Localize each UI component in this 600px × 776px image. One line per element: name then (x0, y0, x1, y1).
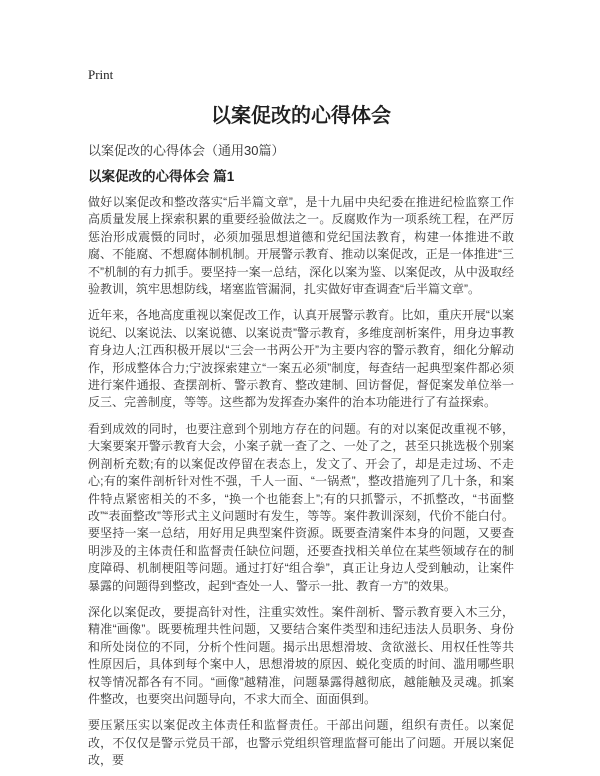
article-paragraph: 深化以案促改，要提高针对性，注重实效性。案件剖析、警示教育要入木三分，精准“画像”。既要梳理共性问题，又要结合案件类型和违纪违法人员职务、身份和所处岗位的不同，分析个性问题。揭示出思想滑坡、贪欲滋长、用权任性等共性原因后，具体到每个案中人，思想滑坡的原因、蜕化变质的时间、滥用哪些职权等情况都各有不同。“画像”越精准，问题暴露得越彻底，越能触及灵魂。抓案件整改，也要突出问题导向，不求大而全、面面俱到。 (88, 604, 514, 706)
article-paragraph: 近年来，各地高度重视以案促改工作，认真开展警示教育。比如，重庆开展“以案说纪、以案说法、以案说德、以案说责”警示教育，多维度剖析案件，用身边事教育身边人;江西积极开展以“三会一书两公开”为主要内容的警示教育，细化分解动作，形成整体合力;宁波探索建立“一案五必须”制度，每查结一起典型案件都必须进行案件通报、查摆剖析、警示教育、整改建制、回访督促，督促案发单位举一反三、完善制度，等等。这些都为发挥查办案件的治本功能进行了有益探索。 (88, 308, 514, 410)
article-paragraph: 要压紧压实以案促改主体责任和监督责任。干部出问题，组织有责任。以案促改，不仅仅是警示党员干部，也警示党组织管理监督可能出了问题。开展以案促改，要 (88, 718, 514, 768)
page-title: 以案促改的心得体会 (211, 105, 391, 127)
article-subtitle: 以案促改的心得体会（通用30篇） (88, 143, 285, 158)
article-body (88, 194, 514, 770)
article-paragraph: 做好以案促改和整改落实“后半篇文章”，是十九届中央纪委在推进纪检监察工作高质量发展上探索积累的重要经验做法之一。反腐败作为一项系统工程，在严厉惩治形成震慑的同时，必须加强思想道德和党纪国法教育，构建一体推进不敢腐、不能腐、不想腐体制机制。开展警示教育、推动以案促改，正是一体推进“三不”机制的有力抓手。要坚持一案一总结，深化以案为鉴、以案促改，从中汲取经验教训，筑牢思想防线，堵塞监管漏洞，扎实做好审查调查“后半篇文章”。 (88, 195, 514, 297)
section-heading: 以案促改的心得体会 篇1 (88, 169, 235, 184)
article-paragraph: 看到成效的同时，也要注意到个别地方存在的问题。有的对以案促改重视不够，大案要案开警示教育大会，小案子就一查了之、一处了之，甚至只挑选极个别案例剖析充数;有的以案促改停留在表态上，发文了、开会了，却是走过场、不走心;有的案件剖析针对性不强，千人一面、“一锅煮”，整改措施列了几十条，和案件特点紧密相关的不多，“换一个也能套上”;有的只抓警示，不抓整改，“书面整改”“表面整改”等形式主义问题时有发生，等等。案件教训深刻，代价不能白付。要坚持一案一总结，用好用足典型案件资源。既要查清案件本身的问题，又要查明涉及的主体责任和监督责任缺位问题，还要查找相关单位在某些领域存在的制度障碍、机制梗阻等问题。通过打好“组合拳”，真正让身边人受到触动，让案件暴露的问题得到整改，起到“查处一人、警示一批、教育一方”的效果。 (88, 421, 514, 593)
print-link[interactable]: Print (88, 67, 114, 82)
